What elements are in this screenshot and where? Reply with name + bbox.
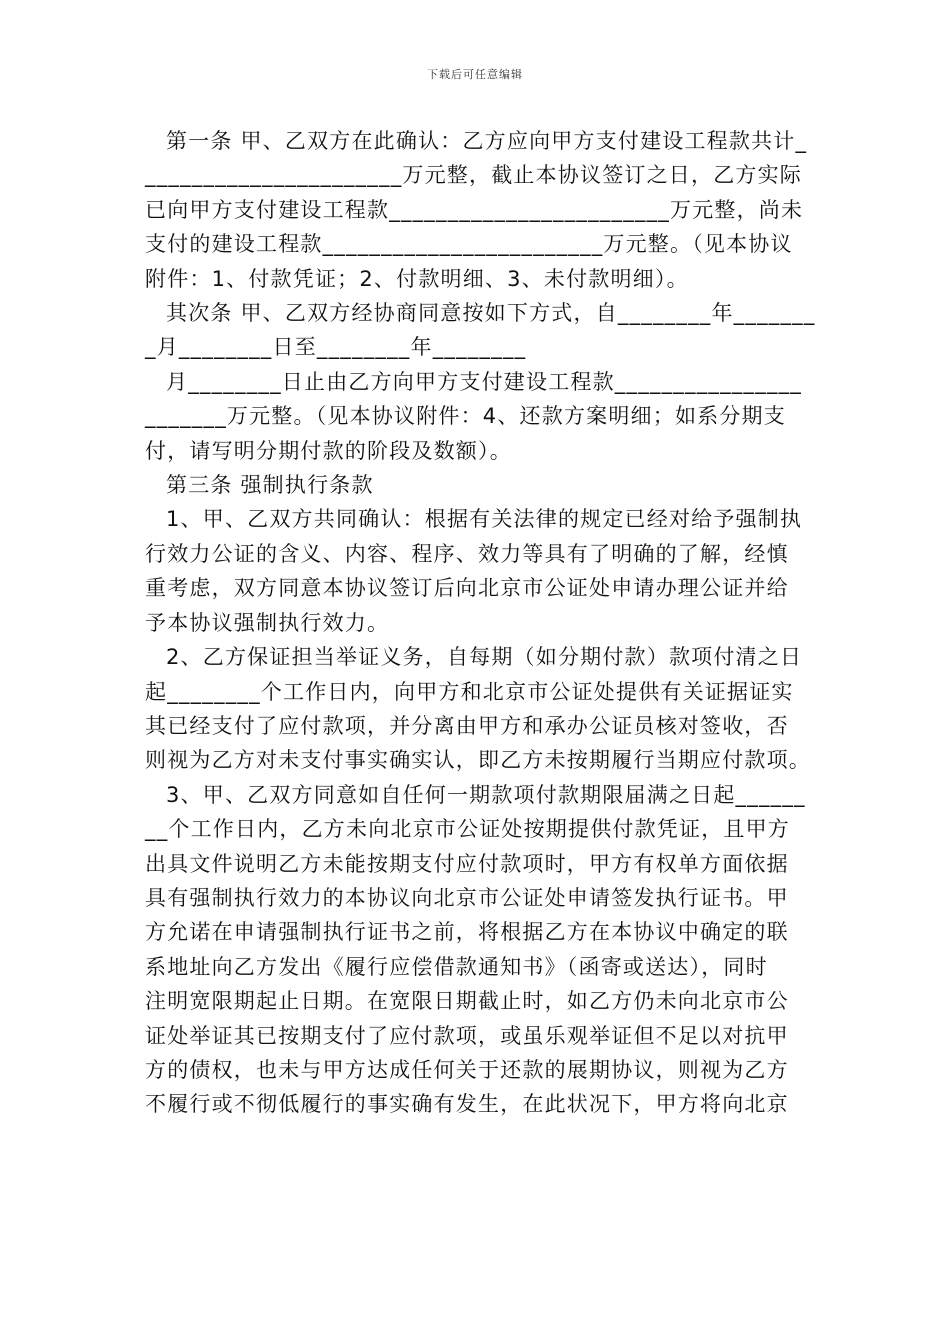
text-line: 其次条 甲、乙双方经协商同意按如下方式，自________年_______ <box>166 301 816 326</box>
text-line: 方的债权，也未与甲方达成任何关于还款的展期协议，则视为乙方 <box>145 1057 789 1082</box>
text-line: _月________日至________年________ <box>145 335 527 360</box>
text-line: 出具文件说明乙方未能按期支付应付款项时，甲方有权单方面依据 <box>145 851 789 876</box>
text-line: __个工作日内，乙方未向北京市公证处按期提供付款凭证，且甲方 <box>145 817 790 842</box>
section-heading: 第三条 强制执行条款 <box>166 473 374 498</box>
text-line: _______万元整。（见本协议附件：4、还款方案明细；如系分期支 <box>145 404 786 429</box>
clause-1-paragraph <box>145 502 807 640</box>
text-line: 月________日止由乙方向甲方支付建设工程款________________ <box>166 369 802 394</box>
text-line: 第一条 甲、乙双方在此确认：乙方应向甲方支付建设工程款共计_ <box>166 129 808 153</box>
text-line: 附件：1、付款凭证；2、付款明细、3、未付款明细）。 <box>145 266 689 291</box>
text-line: ______________________万元整，截止本协议签订之日，乙方实际 <box>145 163 802 188</box>
text-line: 方允诺在申请强制执行证书之前，将根据乙方在本协议中确定的联 <box>145 920 789 945</box>
text-line: 重考虑，双方同意本协议签订后向北京市公证处申请办理公证并给 <box>145 576 789 601</box>
article-2-paragraph <box>145 296 816 365</box>
text-line: 行效力公证的含义、内容、程序、效力等具有了明确的了解，经慎 <box>145 541 789 566</box>
clause-2-paragraph <box>145 640 811 778</box>
text-line: 付，请写明分期付款的阶段及数额）。 <box>145 438 512 463</box>
article-1-paragraph <box>145 124 807 296</box>
text-line: 不履行或不彻低履行的事实确有发生，在此状况下，甲方将向北京 <box>145 1092 789 1117</box>
text-line: 具有强制执行效力的本协议向北京市公证处申请签发执行证书。甲 <box>145 885 789 910</box>
header-note: 下载后可任意编辑 <box>427 68 523 81</box>
text-line: 支付的建设工程款________________________万元整。（见本协议 <box>145 232 793 257</box>
text-line: 则视为乙方对未支付事实确实认，即乙方未按期履行当期应付款项。 <box>145 748 811 773</box>
text-line: 已向甲方支付建设工程款________________________万元整，尚未 <box>145 197 804 222</box>
text-line: 1、甲、乙双方共同确认：根据有关法律的规定已经对给予强制执 <box>166 507 803 532</box>
clause-3-paragraph <box>145 778 807 1122</box>
article-3-heading <box>145 468 807 502</box>
text-line: 其已经支付了应付款项，并分离由甲方和承办公证员核对签收，否 <box>145 713 789 738</box>
text-line: 证处举证其已按期支付了应付款项，或虽乐观举证但不足以对抗甲 <box>145 1023 789 1048</box>
text-line: 注明宽限期起止日期。在宽限日期截止时，如乙方仍未向北京市公 <box>145 989 789 1014</box>
text-line: 起________个工作日内，向甲方和北京市公证处提供有关证据证实 <box>145 679 794 704</box>
text-line: 3、甲、乙双方同意如自任何一期款项付款期限届满之日起______ <box>166 782 806 807</box>
text-line: 予本协议强制执行效力。 <box>145 610 390 635</box>
article-2-continuation <box>145 365 807 468</box>
text-line: 系地址向乙方发出《履行应偿借款通知书》（函寄或送达），同时 <box>145 954 768 979</box>
text-line: 2、乙方保证担当举证义务，自每期（如分期付款）款项付清之日 <box>166 645 803 670</box>
document-body <box>145 124 816 1122</box>
